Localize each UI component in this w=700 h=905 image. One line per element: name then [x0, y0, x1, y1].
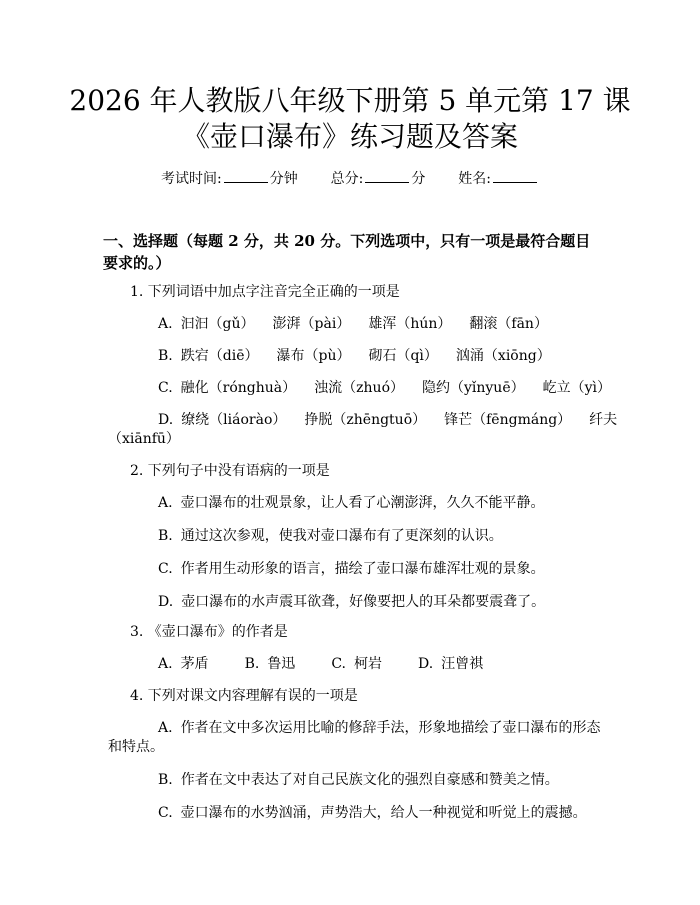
question-stem: 4. 下列对课文内容理解有误的一项是 [130, 688, 358, 704]
question-stem: 1. 下列词语中加点字注音完全正确的一项是 [130, 284, 400, 300]
option-row [158, 346, 569, 366]
option-row [158, 526, 503, 546]
option-letter: B. [158, 528, 173, 544]
option-row [158, 803, 587, 823]
option-letter: D. [158, 412, 174, 428]
name-blank [493, 169, 537, 183]
option-text: 茅盾 [180, 656, 209, 672]
option-item: 砌石（qì） [368, 348, 438, 364]
option-letter: B. [158, 348, 173, 364]
option-row [158, 410, 635, 430]
option-letter: C. [158, 561, 173, 577]
option-row [158, 592, 545, 612]
option-row [158, 493, 545, 513]
option-item: 跌宕（diē） [180, 348, 259, 364]
option-row [158, 559, 545, 579]
option-text: 壶口瀑布的壮观景象，让人看了心潮澎湃，久久不能平静。 [180, 495, 545, 511]
time-unit: 分钟 [269, 171, 298, 187]
option-letter: A. [158, 720, 173, 736]
option-item: 浊流（zhuó） [314, 380, 404, 396]
option-text: 壶口瀑布的水势汹涌，声势浩大，给人一种视觉和听觉上的震撼。 [180, 805, 587, 821]
question-stem: 3. 《壶口瀑布》的作者是 [130, 624, 288, 640]
option-text: 汪曾祺 [441, 656, 484, 672]
option-text: 通过这次参观，使我对壶口瀑布有了更深刻的认识。 [180, 528, 503, 544]
question-stem: 2. 下列句子中没有语病的一项是 [130, 463, 330, 479]
score-unit: 分 [411, 171, 426, 187]
option-item: 澎湃（pài） [272, 316, 351, 332]
option-row [158, 770, 559, 790]
option-text: 作者在文中多次运用比喻的修辞手法，形象地描绘了壶口瀑布的形态 [180, 720, 601, 736]
option-letter: C. [158, 805, 173, 821]
option-item: 瀑布（pù） [276, 348, 351, 364]
page-title-line1: 2026 年人教版八年级下册第 5 单元第 17 课 [69, 84, 631, 117]
option-text: 柯岩 [353, 656, 382, 672]
option-item: 翻滚（fān） [469, 316, 548, 332]
option-row [158, 718, 601, 738]
option-wrap-text: （xiānfū） [108, 431, 180, 447]
option-item: 缭绕（liáorào） [181, 412, 287, 428]
option-letter: C. [331, 656, 346, 672]
option-letter: B. [158, 772, 173, 788]
option-row [158, 654, 519, 674]
score-label: 总分: [330, 171, 364, 187]
page-title-line2: 《壶口瀑布》练习题及答案 [181, 120, 518, 153]
option-letter: D. [417, 656, 434, 672]
option-letter: C. [158, 380, 173, 396]
option-item: 雄浑（hún） [368, 316, 452, 332]
option-item: 挣脱（zhēngtuō） [304, 412, 427, 428]
option-row [158, 378, 629, 398]
option-item: 屹立（yì） [542, 380, 612, 396]
option-letter: A. [158, 656, 173, 672]
option-text: 鲁迅 [267, 656, 296, 672]
option-letter: A. [158, 316, 173, 332]
option-text: 作者用生动形象的语言，描绘了壶口瀑布雄浑壮观的景象。 [180, 561, 545, 577]
option-item: 汩汩（gǔ） [180, 316, 255, 332]
option-text: 壶口瀑布的水声震耳欲聋，好像要把人的耳朵都要震聋了。 [181, 594, 546, 610]
time-blank [224, 169, 268, 183]
option-item: 纤夫 [589, 412, 618, 428]
option-item: 融化（rónghuà） [180, 380, 297, 396]
exam-info-line [0, 169, 700, 189]
option-row [158, 314, 566, 334]
option-letter: D. [158, 594, 174, 610]
option-text: 作者在文中表达了对自己民族文化的强烈自豪感和赞美之情。 [180, 772, 559, 788]
score-blank [365, 169, 409, 183]
option-letter: B. [244, 656, 260, 672]
option-item: 汹涌（xiōng） [455, 348, 551, 364]
option-item: 隐约（yǐnyuē） [422, 380, 525, 396]
option-letter: A. [158, 495, 173, 511]
option-item: 锋芒（fēngmáng） [444, 412, 572, 428]
section-heading: 一、选择题（每题 2 分，共 20 分。下列选项中，只有一项是最符合题目要求的。） [103, 232, 591, 272]
time-label: 考试时间: [161, 171, 222, 187]
name-label: 姓名: [458, 171, 491, 187]
option-wrap-text: 和特点。 [108, 739, 164, 755]
